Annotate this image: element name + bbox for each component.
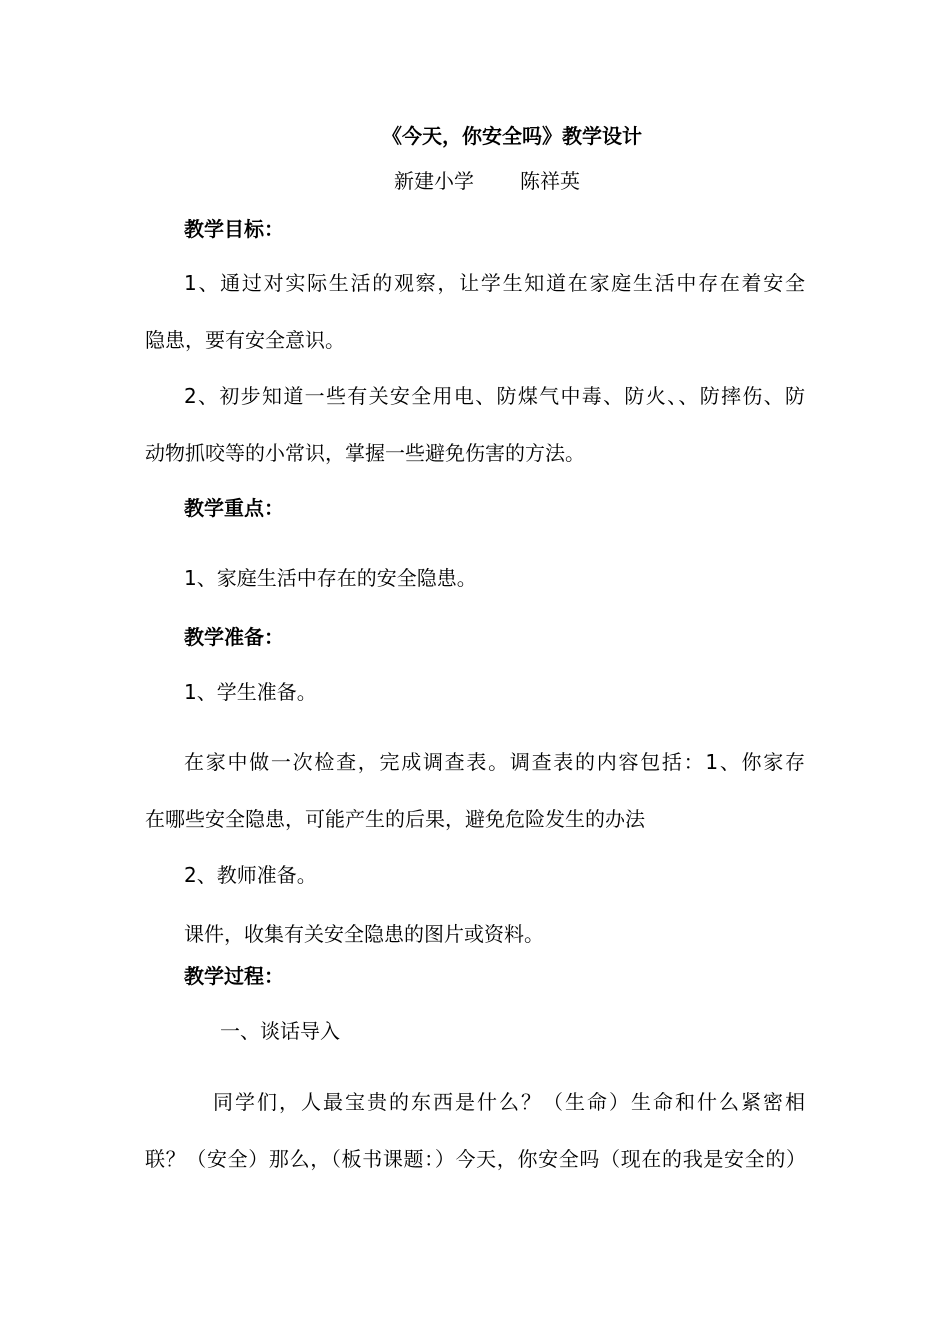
document-title: 《今天，你安全吗》教学设计 xyxy=(382,124,642,148)
step1-heading: 一、谈话导入 xyxy=(220,1019,340,1043)
goal1-line1: 1、通过对实际生活的观察，让学生知道在家庭生活中存在着安全 xyxy=(184,271,805,295)
author-name: 陈祥英 xyxy=(520,169,580,193)
key-heading: 教学重点： xyxy=(184,496,284,520)
prep1-detail-line1: 在家中做一次检查，完成调查表。调查表的内容包括：1、你家存 xyxy=(184,750,805,774)
prep1-detail-line2: 在哪些安全隐患，可能产生的后果，避免危险发生的办法 xyxy=(145,807,645,831)
prep-heading: 教学准备： xyxy=(184,625,284,649)
prep-item-2: 2、教师准备。 xyxy=(184,863,317,887)
author-line xyxy=(394,169,580,193)
school-name: 新建小学 xyxy=(394,169,474,193)
goal2-line1: 2、初步知道一些有关安全用电、防煤气中毒、防火、、防摔伤、防 xyxy=(184,384,805,408)
goal2-line2: 动物抓咬等的小常识，掌握一些避免伤害的方法。 xyxy=(145,441,585,465)
prep2-detail: 课件，收集有关安全隐患的图片或资料。 xyxy=(184,922,544,946)
step1-line2: 联？（安全）那么，（板书课题：）今天，你安全吗（现在的我是安全的） xyxy=(145,1147,806,1171)
step1-line1: 同学们，人最宝贵的东西是什么？（生命）生命和什么紧密相 xyxy=(213,1090,805,1114)
goal1-line2: 隐患，要有安全意识。 xyxy=(145,328,345,352)
process-heading: 教学过程： xyxy=(184,964,284,988)
prep-item-1: 1、学生准备。 xyxy=(184,680,317,704)
key-item-1: 1、家庭生活中存在的安全隐患。 xyxy=(184,566,477,590)
goals-heading: 教学目标： xyxy=(184,217,284,241)
